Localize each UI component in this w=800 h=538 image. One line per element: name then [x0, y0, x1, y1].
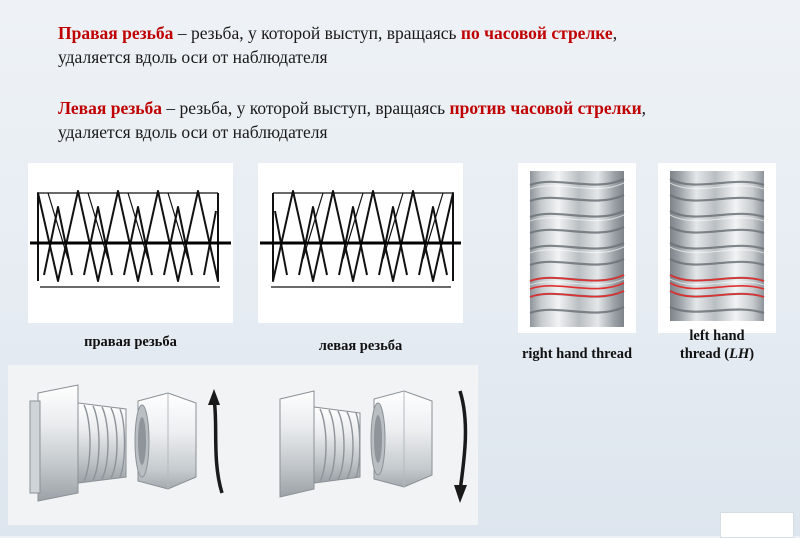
definition-text-0c: удаляется вдоль оси от наблюдателя — [58, 46, 328, 67]
dash-0: – — [173, 23, 191, 43]
dash-1: – — [162, 98, 180, 119]
caption-left-thread: левая резьба — [318, 338, 403, 354]
paragraph-right-thread — [58, 22, 758, 69]
caption-right-hand-thread: right hand thread — [521, 346, 633, 362]
highlight-clockwise: по часовой стрелке — [460, 23, 613, 43]
bolt-and-nut-assembly-diagram — [8, 365, 478, 525]
caption-right-thread: правая резьба — [84, 334, 177, 350]
term-right-thread: Правая резьба — [58, 23, 174, 43]
left-hand-thread-svg — [658, 163, 776, 333]
right-thread-svg — [28, 163, 233, 323]
bolt-assembly-svg — [8, 365, 478, 525]
text-block — [58, 22, 758, 161]
caption-lh-line2: thread ( — [679, 346, 730, 363]
definition-text-0a: резьба, у которой выступ, вращаясь — [190, 23, 461, 43]
left-thread-profile-drawing — [258, 163, 463, 323]
right-hand-thread-photo — [518, 163, 636, 333]
paragraph-left-thread — [58, 97, 758, 144]
term-left-thread: Левая резьба — [58, 98, 163, 119]
right-thread-profile-drawing — [28, 163, 233, 323]
highlight-counterclockwise: против часовой стрелки — [449, 98, 642, 119]
caption-lh-italic: LH — [729, 346, 750, 363]
left-thread-svg — [258, 163, 463, 323]
definition-text-1b: , — [641, 98, 647, 119]
caption-left-hand-thread — [650, 327, 784, 363]
definition-text-0b: , — [612, 23, 618, 43]
definition-text-1c: удаляется вдоль оси от наблюдателя — [58, 121, 328, 142]
caption-lh-line1: left hand — [689, 328, 745, 344]
definition-text-1a: резьба, у которой выступ, вращаясь — [179, 98, 450, 119]
corner-placeholder-box — [720, 512, 794, 538]
right-hand-thread-svg — [518, 163, 636, 333]
caption-lh-line3: ) — [749, 346, 755, 363]
left-hand-thread-photo — [658, 163, 776, 333]
